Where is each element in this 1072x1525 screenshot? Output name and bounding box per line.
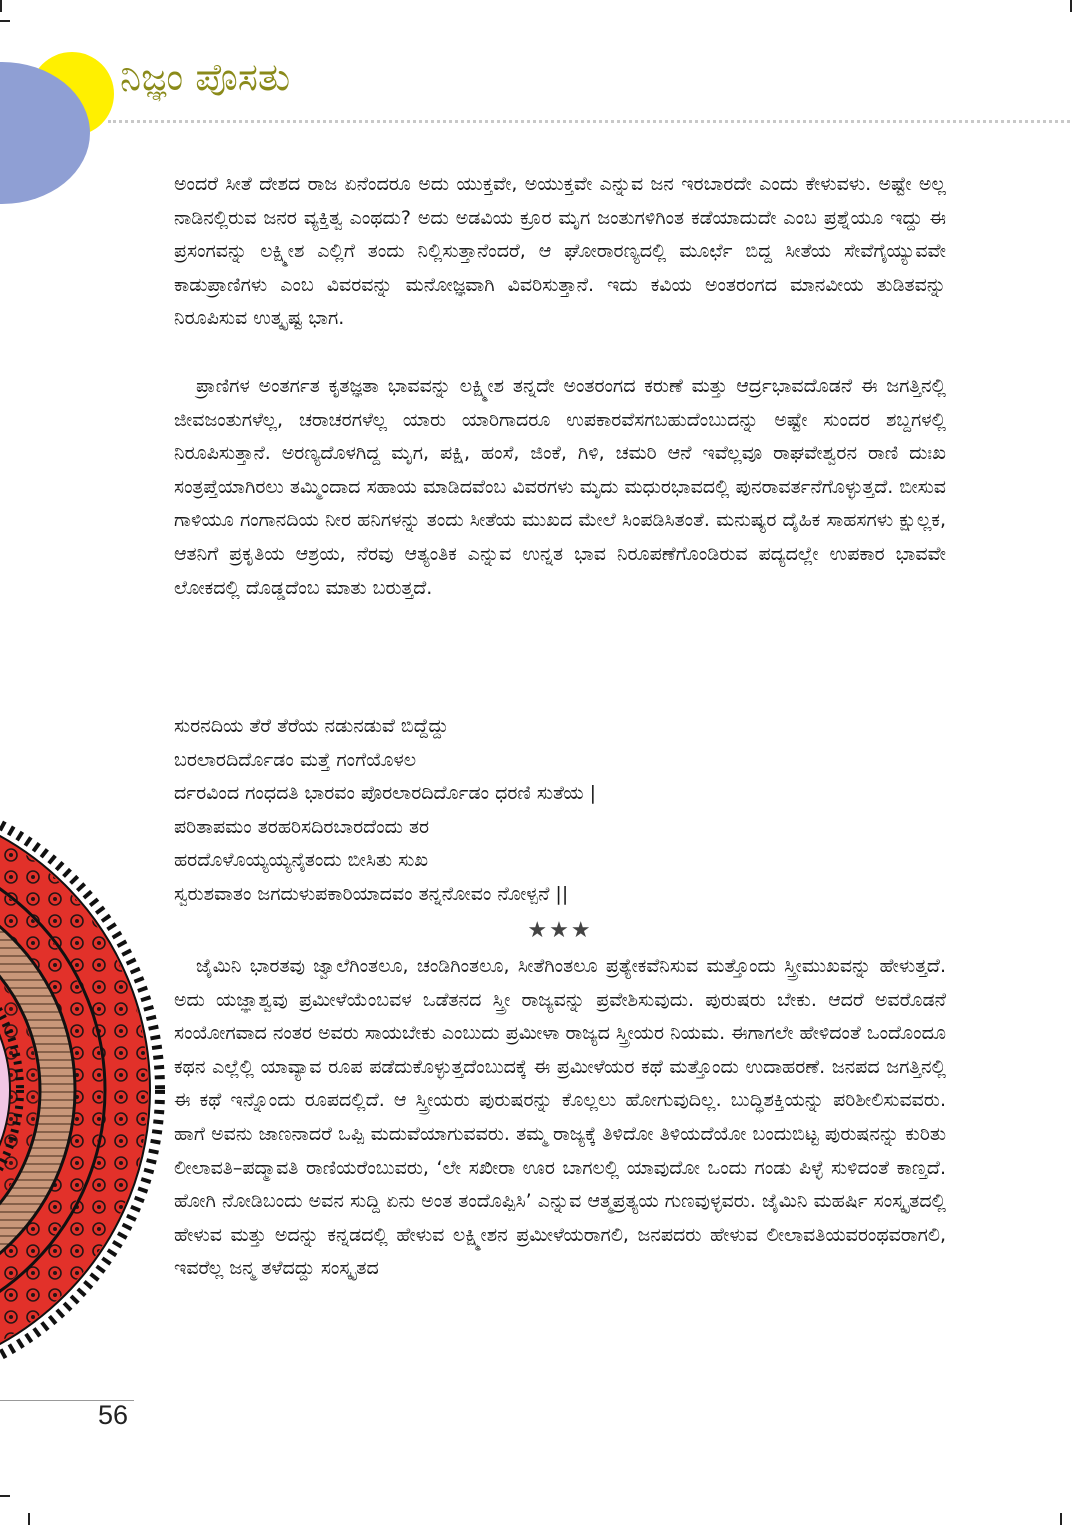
paragraph-3 [174, 950, 946, 1286]
paragraph-2 [174, 370, 946, 605]
paragraph-text: ಜೈಮಿನಿ ಭಾರತವು ಜ್ವಾಲೆಗಿಂತಲೂ, ಚಂಡಿಗಿಂತಲೂ, ಸೀತೆಗಿಂತಲೂ ಪ್ರತ್ಯೇಕವೆನಿಸುವ ಮತ್ತೊಂದು ಸ್ತ್ರೀಮುಖವನ್ನು ಹೇಳುತ್ತದೆ. ಅದು ಯಜ್ಞಾಶ್ವವು ಪ್ರಮೀಳೆಯೆಂಬವಳ ಒಡೆತನದ ಸ್ತ್ರೀ ರಾಜ್ಯವನ್ನು ಪ್ರವೇಶಿಸುವುದು. ಪುರುಷರು ಬೇಕು. ಆದರೆ ಅವರೊಡನೆ ಸಂಯೋಗವಾದ ನಂತರ ಅವರು ಸಾಯಬೇಕು ಎಂಬುದು ಪ್ರಮೀಳಾ ರಾಜ್ಯದ ಸ್ತ್ರೀಯರ ನಿಯಮ. ಈಗಾಗಲೇ ಹೇಳಿದಂತೆ ಒಂದೊಂದೂ ಕಥನ ಎಲ್ಲೆಲ್ಲಿ ಯಾವ್ಯಾವ ರೂಪ ಪಡೆದುಕೊಳ್ಳುತ್ತದೆಂಬುದಕ್ಕೆ ಈ ಪ್ರಮೀಳೆಯರ ಕಥೆ ಮತ್ತೊಂದು ಉದಾಹರಣೆ. ಜನಪದ ಜಗತ್ತಿನಲ್ಲಿ ಈ ಕಥೆ ಇನ್ನೊಂದು ರೂಪದಲ್ಲಿದೆ. ಆ ಸ್ತ್ರೀಯರು ಪುರುಷರನ್ನು ಕೊಲ್ಲಲು ಹೋಗುವುದಿಲ್ಲ. ಬುದ್ಧಿಶಕ್ತಿಯನ್ನು ಪರಿಶೀಲಿಸುವವರು. ಹಾಗೆ ಅವನು ಜಾಣನಾದರೆ ಒಪ್ಪಿ ಮದುವೆಯಾಗುವವರು. ತಮ್ಮ ರಾಜ್ಯಕ್ಕೆ ತಿಳಿದೋ ತಿಳಿಯದೆಯೋ ಬಂದುಬಿಟ್ಟ ಪುರುಷನನ್ನು ಕುರಿತು ಲೀಲಾವತಿ–ಪದ್ಮಾವತಿ ರಾಣಿಯರೆಂಬುವರು, ‘ಲೇ ಸಖೀರಾ ಊರ ಬಾಗಲಲ್ಲಿ ಯಾವುದೋ ಒಂದು ಗಂಡು ಪಿಳ್ಳೆ ಸುಳಿದಂತೆ ಕಾಣ್ತದೆ. ಹೋಗಿ ನೋಡಿಬಂದು ಅವನ ಸುದ್ದಿ ಏನು ಅಂತ ತಂದೊಪ್ಪಿಸಿ’ ಎನ್ನುವ ಆತ್ಮಪ್ರತ್ಯಯ ಗುಣವುಳ್ಳವರು. ಜೈಮಿನಿ ಮಹರ್ಷಿ ಸಂಸ್ಕೃತದಲ್ಲಿ ಹೇಳುವ ಮತ್ತು ಅದನ್ನು ಕನ್ನಡದಲ್ಲಿ ಹೇಳುವ ಲಕ್ಷ್ಮೀಶನ ಪ್ರಮೀಳೆಯರಾಗಲಿ, ಜನಪದರು ಹೇಳುವ ಲೀಲಾವತಿಯವರಂಥವರಾಗಲಿ, ಇವರೆಲ್ಲ ಜನ್ಮ ತಳೆದದ್ದು ಸಂಸ್ಕೃತದ [174, 955, 946, 1280]
verse-line: ಸ್ವರುಶವಾತಂ ಜಗದುಳುಪಕಾರಿಯಾದವಂ ತನ್ನನೋವಂ ನೋಳ್ಪನೆ || [174, 882, 569, 905]
paragraph-text: ಅಂದರೆ ಸೀತೆ ದೇಶದ ರಾಜ ಏನೆಂದರೂ ಅದು ಯುಕ್ತವೇ, ಅಯುಕ್ತವೇ ಎನ್ನುವ ಜನ ಇರಬಾರದೇ ಎಂದು ಕೇಳುವಳು. ಅಷ್ಟೇ ಅಲ್ಲ ನಾಡಿನಲ್ಲಿರುವ ಜನರ ವ್ಯಕ್ತಿತ್ವ ಎಂಥದು? ಅದು ಅಡವಿಯ ಕ್ರೂರ ಮೃಗ ಜಂತುಗಳಿಗಿಂತ ಕಡೆಯಾದುದೇ ಎಂಬ ಪ್ರಶ್ನೆಯೂ ಇದ್ದು ಈ ಪ್ರಸಂಗವನ್ನು ಲಕ್ಷ್ಮೀಶ ಎಲ್ಲಿಗೆ ತಂದು ನಿಲ್ಲಿಸುತ್ತಾನೆಂದರೆ, ಆ ಘೋರಾರಣ್ಯದಲ್ಲಿ ಮೂರ್ಛೆ ಬಿದ್ದ ಸೀತೆಯ ಸೇವೆಗೈಯ್ಯುವವೇ ಕಾಡುಪ್ರಾಣಿಗಳು ಎಂಬ ವಿವರವನ್ನು ಮನೋಜ್ಞವಾಗಿ ವಿವರಿಸುತ್ತಾನೆ. ಇದು ಕವಿಯ ಅಂತರಂಗದ ಮಾನವೀಯ ತುಡಿತವನ್ನು ನಿರೂಪಿಸುವ ಉತ್ಕೃಷ್ಟ ಭಾಗ. [174, 173, 946, 330]
section-separator: ★★★ [527, 918, 593, 943]
crop-mark [0, 1495, 10, 1497]
paragraph-1 [174, 168, 946, 336]
mandala-icon [0, 800, 170, 1380]
paragraph-text: ಪ್ರಾಣಿಗಳ ಅಂತರ್ಗತ ಕೃತಜ್ಞತಾ ಭಾವವನ್ನು ಲಕ್ಷ್ಮೀಶ ತನ್ನದೇ ಅಂತರಂಗದ ಕರುಣೆ ಮತ್ತು ಆರ್ದ್ರಭಾವದೊಡನೆ ಈ ಜಗತ್ತಿನಲ್ಲಿ ಜೀವಜಂತುಗಳೆಲ್ಲ, ಚರಾಚರಗಳೆಲ್ಲ ಯಾರು ಯಾರಿಗಾದರೂ ಉಪಕಾರವೆಸಗಬಹುದೆಂಬುದನ್ನು ಅಷ್ಟೇ ಸುಂದರ ಶಬ್ದಗಳಲ್ಲಿ ನಿರೂಪಿಸುತ್ತಾನೆ. ಅರಣ್ಯದೊಳಗಿದ್ದ ಮೃಗ, ಪಕ್ಷಿ, ಹಂಸೆ, ಜಿಂಕೆ, ಗಿಳಿ, ಚಮರಿ ಆನೆ ಇವೆಲ್ಲವೂ ರಾಘವೇಶ್ವರನ ರಾಣಿ ದುಃಖ ಸಂತ್ರಪ್ತೆಯಾಗಿರಲು ತಮ್ಮಿಂದಾದ ಸಹಾಯ ಮಾಡಿದವೆಂಬ ವಿವರಗಳು ಮೃದು ಮಧುರಭಾವದಲ್ಲಿ ಪುನರಾವರ್ತನೆಗೊಳ್ಳುತ್ತದೆ. ಬೀಸುವ ಗಾಳಿಯೂ ಗಂಗಾನದಿಯ ನೀರ ಹನಿಗಳನ್ನು ತಂದು ಸೀತೆಯ ಮುಖದ ಮೇಲೆ ಸಿಂಪಡಿಸಿತಂತೆ. ಮನುಷ್ಯರ ದೈಹಿಕ ಸಾಹಸಗಳು ಕ್ಷುಲ್ಲಕ, ಆತನಿಗೆ ಪ್ರಕೃತಿಯ ಆಶ್ರಯ, ನೆರವು ಆತ್ಯಂತಿಕ ಎನ್ನುವ ಉನ್ನತ ಭಾವ ನಿರೂಪಣೆಗೊಂಡಿರುವ ಪದ್ಯದಲ್ಲೇ ಉಪಕಾರ ಭಾವವೇ ಲೋಕದಲ್ಲಿ ದೊಡ್ಡದೆಂಬ ಮಾತು ಬರುತ್ತದೆ. [174, 375, 946, 599]
verse-line: ಬರಲಾರದಿರ್ದೊಡಂ ಮತ್ತೆ ಗಂಗೆಯೊಳಲ [174, 748, 417, 771]
verse-block [174, 710, 946, 912]
crop-mark [0, 20, 10, 22]
crop-mark [1060, 1513, 1062, 1525]
crop-mark [0, 0, 2, 12]
verse-line: ಹರದೊಳೊಯ್ಯಯ್ಯನೈತಂದು ಬೀಸಿತು ಸುಖ [174, 849, 429, 872]
page-title: ನಿಜ್ಞಂ ಪೊಸತು [120, 55, 291, 99]
verse-line: ಪರಿತಾಪಮಂ ತರಹರಿಸದಿರಬಾರದೆಂದು ತರ [174, 815, 430, 838]
crop-mark [28, 1513, 30, 1525]
verse-line: ರ್ದರವಿಂದ ಗಂಧದತಿ ಭಾರವಂ ಪೊರಲಾರದಿರ್ದೊಡಂ ಧರಣಿ ಸುತೆಯ | [174, 782, 597, 805]
header-dotted-rule [108, 120, 1070, 123]
verse-line: ಸುರನದಿಯ ತೆರೆ ತೆರೆಯ ನಡುನಡುವೆ ಬಿದ್ದೆದ್ದು [174, 715, 449, 737]
mandala-illustration [0, 800, 170, 1380]
page-number: 56 [98, 1400, 129, 1430]
